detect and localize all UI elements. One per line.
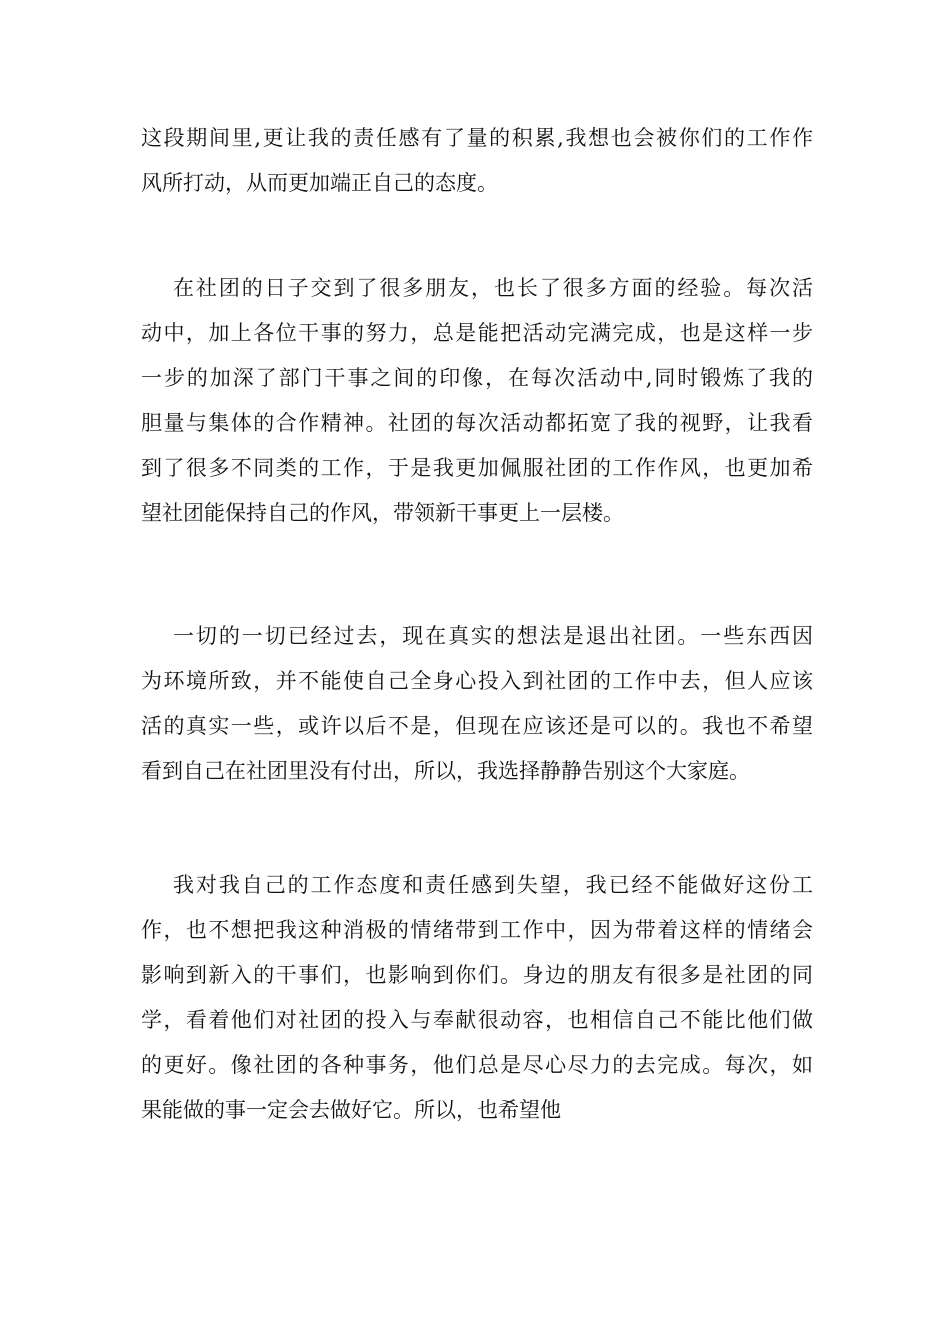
paragraph-line: 到了很多不同类的工作，于是我更加佩服社团的工作作风，也更加希 <box>141 456 813 480</box>
paragraph-1 <box>141 116 813 206</box>
paragraph-line: 胆量与集体的合作精神。社团的每次活动都拓宽了我的视野，让我看 <box>141 411 813 435</box>
paragraph-line: 我对我自己的工作态度和责任感到失望，我已经不能做好这份工 <box>173 873 813 897</box>
paragraph-line: 在社团的日子交到了很多朋友，也长了很多方面的经验。每次活 <box>173 276 813 300</box>
paragraph-line: 一步的加深了部门干事之间的印像，在每次活动中,同时锻炼了我的 <box>141 366 813 390</box>
paragraph-line: 活的真实一些，或许以后不是，但现在应该还是可以的。我也不希望 <box>141 714 813 738</box>
paragraph-line: 果能做的事一定会去做好它。所以，也希望他 <box>141 1098 561 1122</box>
paragraph-line: 动中，加上各位干事的努力，总是能把活动完满完成，也是这样一步 <box>141 321 813 345</box>
paragraph-3 <box>141 614 813 794</box>
paragraph-line: 看到自己在社团里没有付出，所以，我选择静静告别这个大家庭。 <box>141 759 750 783</box>
paragraph-line: 作，也不想把我这种消极的情绪带到工作中，因为带着这样的情绪会 <box>141 918 813 942</box>
paragraph-line: 一切的一切已经过去，现在真实的想法是退出社团。一些东西因 <box>173 624 813 648</box>
paragraph-line: 学，看着他们对社团的投入与奉献很动容，也相信自己不能比他们做 <box>141 1008 813 1032</box>
paragraph-2 <box>141 266 813 536</box>
paragraph-4 <box>141 863 813 1133</box>
paragraph-line: 为环境所致，并不能使自己全身心投入到社团的工作中去，但人应该 <box>141 669 813 693</box>
paragraph-line: 这段期间里,更让我的责任感有了量的积累,我想也会被你们的工作作 <box>141 126 813 150</box>
paragraph-line: 风所打动，从而更加端正自己的态度。 <box>141 171 498 195</box>
paragraph-line: 影响到新入的干事们，也影响到你们。身边的朋友有很多是社团的同 <box>141 963 813 987</box>
paragraph-line: 望社团能保持自己的作风，带领新干事更上一层楼。 <box>141 501 624 525</box>
paragraph-line: 的更好。像社团的各种事务，他们总是尽心尽力的去完成。每次，如 <box>141 1053 813 1077</box>
